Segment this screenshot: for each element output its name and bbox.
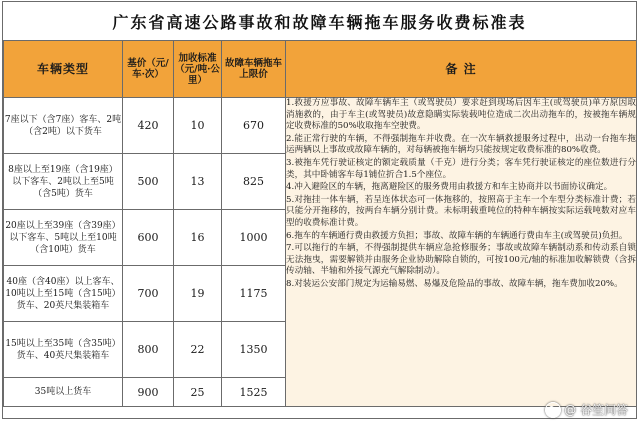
base-price-cell: 600 bbox=[123, 210, 174, 266]
watermark bbox=[545, 401, 628, 418]
upper-limit-cell: 1350 bbox=[222, 322, 286, 378]
vehicle-type-cell: 35吨以上货车 bbox=[4, 378, 123, 407]
upper-limit-cell: 1000 bbox=[222, 210, 286, 266]
vehicle-type-cell: 20座以上至39座（含39座）以下客车、5吨以上至10吨（含10吨）货车 bbox=[4, 210, 123, 266]
table-row bbox=[4, 98, 637, 154]
fee-standard-sheet bbox=[2, 1, 637, 419]
per-km-cell: 10 bbox=[174, 98, 222, 154]
base-price-cell: 800 bbox=[123, 322, 174, 378]
base-price-cell: 700 bbox=[123, 266, 174, 322]
per-km-cell: 25 bbox=[174, 378, 222, 407]
upper-limit-cell: 1525 bbox=[222, 378, 286, 407]
header-base-price: 基价（元/车·次） bbox=[123, 41, 174, 98]
upper-limit-cell: 1175 bbox=[222, 266, 286, 322]
table-header-row bbox=[4, 41, 637, 98]
notes-cell bbox=[286, 98, 637, 407]
per-km-cell: 16 bbox=[174, 210, 222, 266]
watermark-logo-icon bbox=[545, 402, 561, 418]
upper-limit-cell: 825 bbox=[222, 154, 286, 210]
header-notes: 备 注 bbox=[286, 41, 637, 98]
note-item: 3.被拖车凭行驶证核定的额定载质量（千克）进行分类；客车凭行驶证核定的座位数进行分类，其中卧铺客车每1铺位折合1.5个座位。 bbox=[286, 157, 636, 180]
watermark-text: @ 谷笙问答 bbox=[564, 403, 628, 417]
vehicle-type-cell: 8座以上至19座（含19座）以下客车、2吨以上至5吨（含5吨）货车 bbox=[4, 154, 123, 210]
base-price-cell: 420 bbox=[123, 98, 174, 154]
upper-limit-cell: 670 bbox=[222, 98, 286, 154]
header-upper-limit: 故障车辆拖车上限价 bbox=[222, 41, 286, 98]
fee-table bbox=[3, 40, 637, 407]
header-per-km: 加收标准（元/吨·公里） bbox=[174, 41, 222, 98]
base-price-cell: 500 bbox=[123, 154, 174, 210]
per-km-cell: 22 bbox=[174, 322, 222, 378]
note-item: 7.可以拖行的车辆，不得强制提供车辆应急抢修服务；事故或故障车辆制动系和传动系自锁无法拖曳，需要解锁并由服务企业协助解除自锁的，可按100元/轴的标准加收解锁费（含拆传动轴、半轴和外接气源充气解除制动）。 bbox=[286, 243, 636, 277]
note-item: 2.能正常行驶的车辆，不得强制拖车并收费。在一次车辆救援服务过程中，出动一台拖车拖运两辆以上事故或故障车辆的，对每辆被拖车辆均只能按规定收费标准的80%收费。 bbox=[286, 133, 636, 156]
note-item: 5.对拖挂一体车辆，若呈连体状态可一体拖移的，按照高于主车一个车型分类标准计费；若只能分开拖移的，按两台车辆分别计费。未标明载重吨位的特种车辆按实际运载吨数对应车型的收费标准计费。 bbox=[286, 194, 636, 228]
note-item: 6.拖车的车辆通行费由救援方负担；事故、故障车辆的车辆通行费由车主(或驾驶员)负担。 bbox=[286, 230, 628, 241]
per-km-cell: 19 bbox=[174, 266, 222, 322]
header-vehicle-type: 车辆类型 bbox=[4, 41, 123, 98]
note-item: 4.冲入避险区的车辆，拖离避险区的服务费用由救援方和车主协商并以书面协议确定。 bbox=[286, 182, 613, 193]
note-item: 1.救援方应事故、故障车辆车主（或驾驶员）要求赶到现场后因车主(或驾驶员)单方原因取消施救的，由于车主(或驾驶员)故意隐瞒实际装载吨位造成二次出动拖车的，按被拖车辆规定收费标准的50%收取拖车空驶费。 bbox=[286, 98, 636, 132]
vehicle-type-cell: 7座以下（含7座）客车、2吨（含2吨）以下货车 bbox=[4, 98, 123, 154]
vehicle-type-cell: 40座（含40座）以上客车、10吨以上至15吨（含15吨）货车、20英尺集装箱车 bbox=[4, 266, 123, 322]
per-km-cell: 13 bbox=[174, 154, 222, 210]
note-item: 8.对装运公安部门规定为运输易燃、易爆及危险品的事故、故障车辆，拖车费加收20%。 bbox=[286, 278, 623, 289]
vehicle-type-cell: 15吨以上至35吨（含35吨）货车、40英尺集装箱车 bbox=[4, 322, 123, 378]
page-title: 广东省高速公路事故和故障车辆拖车服务收费标准表 bbox=[3, 2, 636, 41]
base-price-cell: 900 bbox=[123, 378, 174, 407]
